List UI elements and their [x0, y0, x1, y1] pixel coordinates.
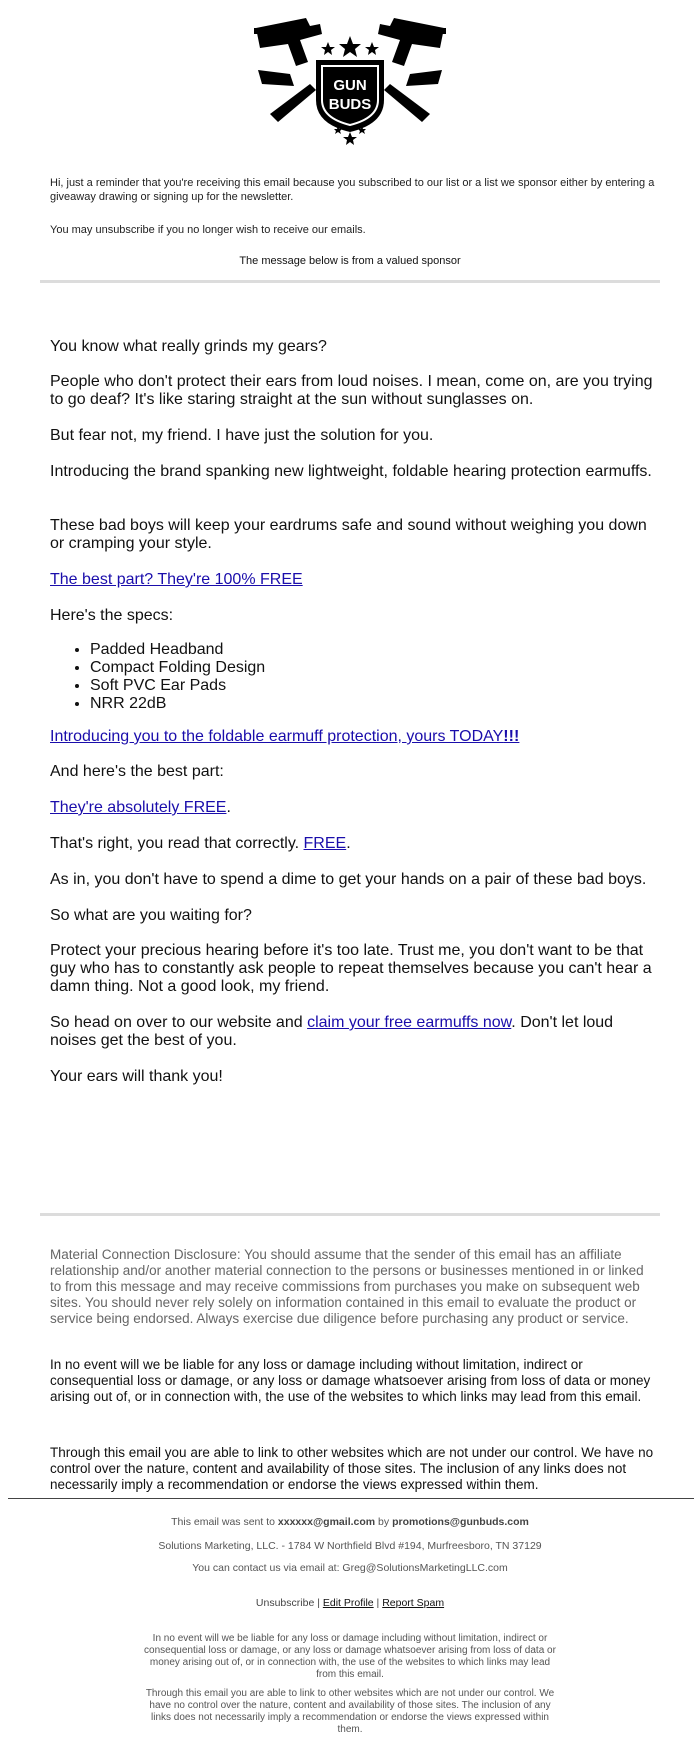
unsubscribe-link[interactable]: Unsubscribe: [255, 1597, 315, 1609]
list-item: • Padded Headband: [90, 641, 265, 659]
cta-paragraph: [50, 728, 655, 746]
earmuff-offer-link-text: Introducing you to the foldable earmuff protection, yours TODAY: [50, 728, 504, 745]
list-item: • Soft PVC Ear Pads: [90, 677, 265, 695]
sent-prefix: This email was sent to: [171, 1516, 278, 1528]
paragraph: Your ears will thank you!: [50, 1068, 223, 1085]
logo-text-gun: GUN: [333, 77, 367, 94]
cta-paragraph: [50, 799, 655, 817]
footer-divider: [8, 1498, 694, 1499]
paragraph: As in, you don't have to spend a dime to get your hands on a pair of these bad boys.: [50, 871, 647, 888]
liability-disclaimer: In no event will we be liable for any loss or damage including without limitation, indirect or consequential loss or damage, or any loss or damage whatsoever arising from loss of data or money arising out of, or in connection with, the use of the websites to which links may lead from this email.: [50, 1357, 651, 1404]
earmuff-offer-link[interactable]: [50, 728, 519, 745]
paragraph-text: So head on over to our website and: [50, 1014, 308, 1031]
sponsor-notice: The message below is from a valued sponsor: [239, 255, 461, 267]
sent-by: by: [375, 1516, 393, 1528]
separator: |: [314, 1597, 323, 1609]
logo-text-buds: BUDS: [328, 96, 372, 113]
gun-crest-icon: [250, 14, 450, 150]
report-spam-link[interactable]: Report Spam: [382, 1597, 445, 1609]
sent-to-line: [0, 1516, 700, 1529]
unsubscribe-notice: You may unsubscribe if you no longer wish to receive our emails.: [50, 224, 366, 236]
paragraph: [50, 1014, 655, 1050]
paragraph: [50, 835, 655, 853]
free-offer-link[interactable]: The best part? They're 100% FREE: [50, 571, 303, 588]
earmuff-offer-link-exclaim: !!!: [503, 728, 520, 745]
company-address: Solutions Marketing, LLC. - 1784 W Northfield Blvd #194, Murfreesboro, TN 37129: [158, 1540, 542, 1552]
external-links-disclaimer: Through this email you are able to link to other websites which are not under our control. We have no control over the nature, content and availability of those sites. The inclusion of any links does not necessarily imply a recommendation or endorse the views expressed within them.: [50, 1445, 654, 1492]
specs-list: [90, 641, 265, 713]
footer-external-links: Through this email you are able to link to other websites which are not under our control. We have no control over the nature, content and availability of those sites. The inclusion of any links does not necessarily imply a recommendation or endorse the views expressed within them.: [145, 1688, 555, 1735]
claim-earmuffs-link[interactable]: claim your free earmuffs now: [307, 1014, 512, 1031]
free-link[interactable]: FREE: [303, 835, 347, 852]
cta-paragraph: [50, 571, 655, 589]
contact-line: You can contact us via email at: Greg@SolutionsMarketingLLC.com: [192, 1562, 508, 1574]
paragraph: These bad boys will keep your eardrums safe and sound without weighing you down or cramping your style.: [50, 517, 647, 552]
edit-profile-link[interactable]: Edit Profile: [322, 1597, 374, 1609]
paragraph-text: That's right, you read that correctly.: [50, 835, 304, 852]
paragraph: Here's the specs:: [50, 607, 174, 624]
recipient-email: xxxxxx@gmail.com: [277, 1516, 376, 1528]
punctuation: .: [346, 835, 351, 852]
paragraph: But fear not, my friend. I have just the solution for you.: [50, 427, 434, 444]
paragraph: Protect your precious hearing before it's too late. Trust me, you don't want to be that guy who has to constantly ask people to repeat themselves because you can't hear a damn thing. Not a good look, my friend.: [50, 942, 652, 995]
paragraph-text: . Don't let loud noises get the best of you.: [50, 1014, 614, 1049]
paragraph: You know what really grinds my gears?: [50, 338, 327, 355]
footer-liability: In no event will we be liable for any loss or damage including without limitation, indirect or consequential loss or damage, or any loss or damage whatsoever arising from loss of data or money arising out of, or in connection with, the use of the websites to which links may lead from this email.: [144, 1633, 556, 1680]
list-item: • NRR 22dB: [90, 695, 265, 713]
divider: [40, 1213, 660, 1216]
separator: |: [373, 1597, 383, 1609]
punctuation: .: [226, 799, 231, 816]
list-item: • Compact Folding Design: [90, 659, 265, 677]
footer-links: [0, 1597, 700, 1610]
subscription-reminder: Hi, just a reminder that you're receiving this email because you subscribed to our list or a list we sponsor either by entering a giveaway drawing or signing up for the newsletter.: [50, 177, 655, 203]
paragraph: Introducing the brand spanking new lightweight, foldable hearing protection earmuffs.: [50, 463, 652, 480]
gunbuds-logo: [250, 14, 450, 150]
absolutely-free-link[interactable]: They're absolutely FREE: [50, 799, 227, 816]
paragraph: So what are you waiting for?: [50, 907, 252, 924]
material-connection-disclosure: Material Connection Disclosure: You should assume that the sender of this email has an affiliate relationship and/or another material connection to the persons or businesses mentioned in or linked to from this message and may receive commissions from purchases you make on subsequent web sites. You should never rely solely on information contained in this email to evaluate the product or service being endorsed. Always exercise due diligence before purchasing any product or service.: [50, 1247, 644, 1326]
paragraph: And here's the best part:: [50, 763, 224, 780]
divider: [40, 280, 660, 283]
paragraph: People who don't protect their ears from loud noises. I mean, come on, are you trying to go deaf? It's like staring straight at the sun without sunglasses on.: [50, 373, 653, 408]
sender-email: promotions@gunbuds.com: [392, 1516, 529, 1528]
